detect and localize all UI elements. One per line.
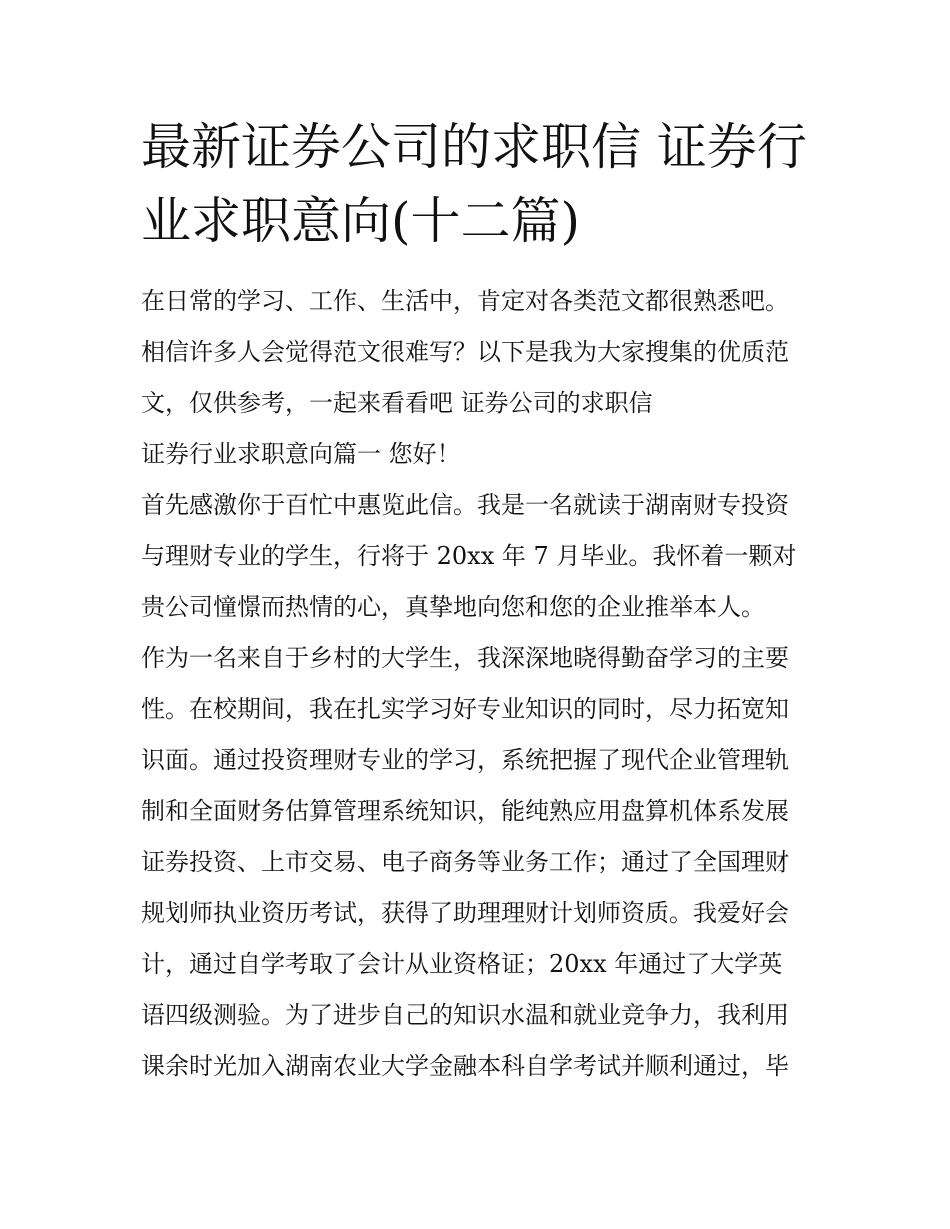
body-line: 作为一名来自于乡村的大学生，我深深地晓得勤奋学习的主要 (141, 644, 789, 672)
body-line: 与理财专业的学生，行将于 20xx 年 7 月毕业。我怀着一颗对 (141, 542, 797, 570)
body-line: 在日常的学习、工作、生活中，肯定对各类范文都很熟悉吧。 (141, 287, 789, 315)
body-line: 性。在校期间，我在扎实学习好专业知识的同时，尽力拓宽知 (141, 695, 789, 723)
body-line: 计，通过自学考取了会计从业资格证；20xx 年通过了大学英 (141, 950, 783, 978)
title-line-1: 最新证券公司的求职信 证券行 (141, 118, 807, 176)
body-line: 制和全面财务估算管理系统知识，能纯熟应用盘算机体系发展 (141, 797, 789, 825)
body-line: 文，仅供参考，一起来看看吧 证券公司的求职信 (141, 389, 653, 417)
body-line: 证券投资、上市交易、电子商务等业务工作；通过了全国理财 (141, 848, 789, 876)
body-line: 证券行业求职意向篇一 您好！ (141, 440, 461, 468)
body-line: 相信许多人会觉得范文很难写？以下是我为大家搜集的优质范 (141, 338, 789, 366)
title-line-2: 业求职意向(十二篇) (141, 192, 581, 250)
document-body (141, 276, 831, 1092)
body-line: 课余时光加入湖南农业大学金融本科自学考试并顺利通过，毕 (141, 1052, 789, 1080)
body-line: 首先感激你于百忙中惠览此信。我是一名就读于湖南财专投资 (141, 491, 789, 519)
body-line: 识面。通过投资理财专业的学习，系统把握了现代企业管理轨 (141, 746, 789, 774)
document-title (141, 110, 821, 258)
body-line: 规划师执业资历考试，获得了助理理财计划师资质。我爱好会 (141, 899, 789, 927)
body-line: 贵公司憧憬而热情的心，真挚地向您和您的企业推举本人。 (141, 593, 765, 621)
body-line: 语四级测验。为了进步自己的知识水温和就业竞争力，我利用 (141, 1001, 789, 1029)
